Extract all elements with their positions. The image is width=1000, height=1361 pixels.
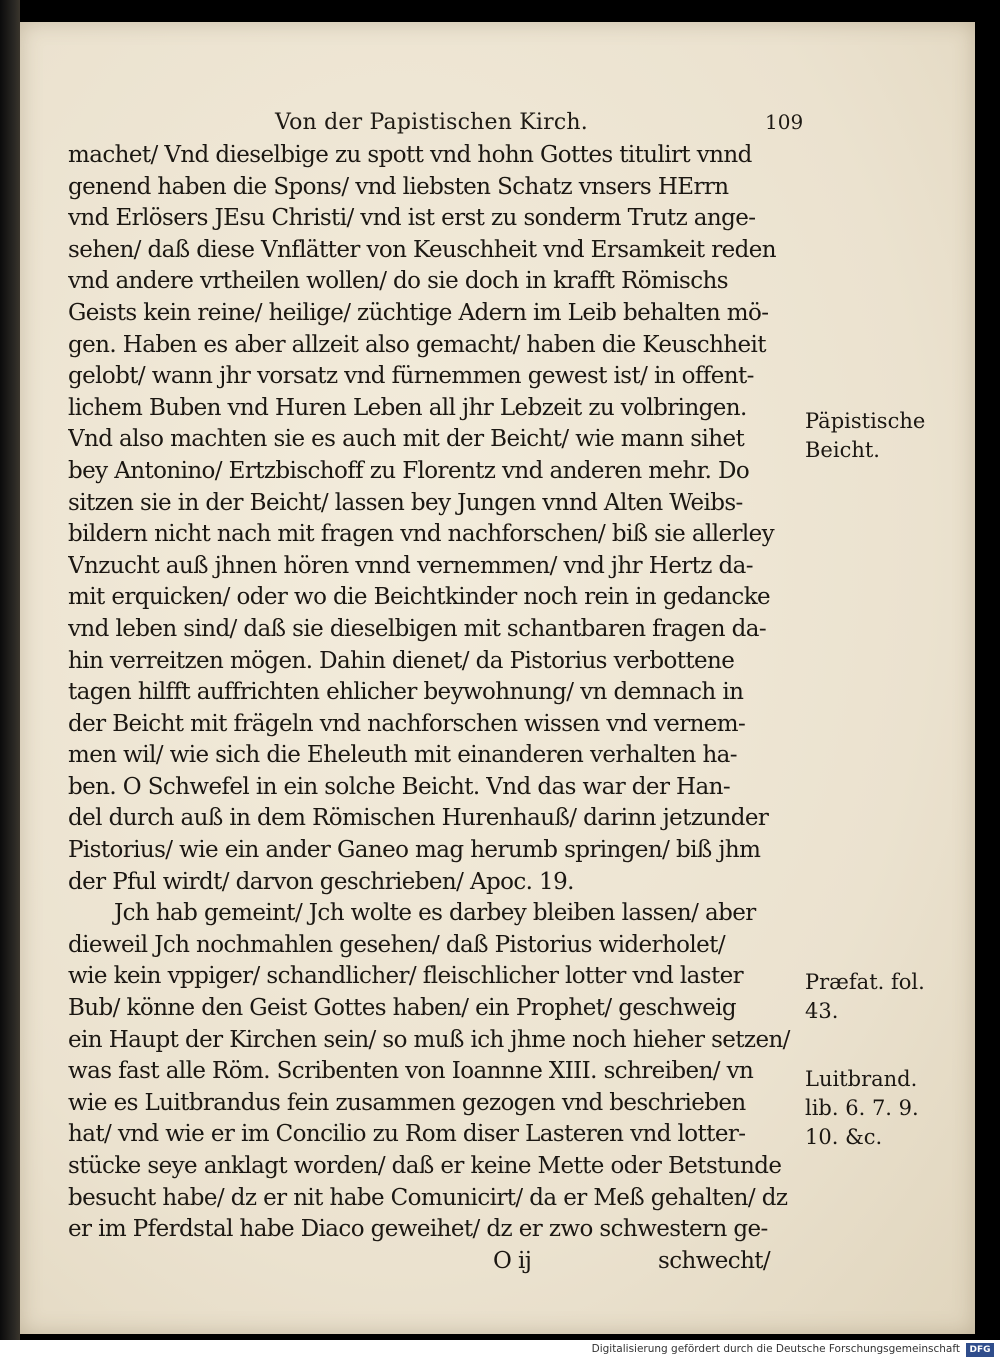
running-head: Von der Papistischen Kirch. xyxy=(275,110,588,135)
text-line: sehen/ daß diese Vnflätter von Keuschheit vnd Ersamkeit reden xyxy=(68,236,776,263)
margin-note-luitbrand xyxy=(805,1065,919,1152)
text-line: gelobt/ wann jhr vorsatz vnd fürnemmen gewest ist/ in offent- xyxy=(68,363,754,390)
footer-bar xyxy=(0,1340,1000,1361)
text-line: Vnd also machten sie es auch mit der Beicht/ wie mann sihet xyxy=(68,426,745,453)
text-line: hat/ vnd wie er im Concilio zu Rom diser Lasteren vnd lotter- xyxy=(68,1121,746,1148)
text-line: tagen hilfft auffrichten ehlicher beywohnung/ vn demnach in xyxy=(68,679,744,706)
text-line: bildern nicht nach mit fragen vnd nachforschen/ biß sie allerley xyxy=(68,521,775,548)
text-line: besucht habe/ dz er nit habe Comunicirt/ da er Meß gehalten/ dz xyxy=(68,1184,788,1211)
text-line: Vnzucht auß jhnen hören vnnd vernemmen/ vnd jhr Hertz da- xyxy=(68,552,753,579)
body-text xyxy=(68,140,813,1277)
text-line: was fast alle Röm. Scribenten von Ioannne XIII. schreiben/ vn xyxy=(68,1058,754,1085)
text-line: vnd leben sind/ daß sie dieselbigen mit schantbaren fragen da- xyxy=(68,615,767,642)
text-line: vnd andere vrtheilen wollen/ do sie doch in krafft Römischs xyxy=(68,268,728,295)
scan-frame-edge xyxy=(0,0,20,1340)
book-page xyxy=(20,22,975,1334)
text-line: vnd Erlösers JEsu Christi/ vnd ist erst zu sonderm Trutz ange- xyxy=(68,205,756,232)
text-line: del durch auß in dem Römischen Hurenhauß/ darinn jetzunder xyxy=(68,805,769,832)
text-line: genend haben die Spons/ vnd liebsten Schatz vnsers HErrn xyxy=(68,173,729,200)
catchword: schwecht/ xyxy=(658,1247,771,1274)
text-line: sitzen sie in der Beicht/ lassen bey Jungen vnnd Alten Weibs- xyxy=(68,489,743,516)
text-line: lichem Buben vnd Huren Leben all jhr Lebzeit zu volbringen. xyxy=(68,394,747,421)
margin-note-beicht xyxy=(805,407,925,465)
text-line: wie kein vppiger/ schandlicher/ fleischlicher lotter vnd laster xyxy=(68,963,744,990)
text-line: er im Pferdstal habe Diaco geweihet/ dz er zwo schwestern ge- xyxy=(68,1216,768,1243)
margin-note-line: Beicht. xyxy=(805,438,880,462)
text-line: stücke seye anklagt worden/ daß er keine Mette oder Betstunde xyxy=(68,1153,782,1179)
text-line: ein Haupt der Kirchen sein/ so muß ich jhme noch hieher setzen/ xyxy=(68,1026,790,1053)
margin-note-line: lib. 6. 7. 9. xyxy=(805,1096,919,1120)
text-line: wie es Luitbrandus fein zusammen gezogen vnd beschrieben xyxy=(68,1089,746,1116)
text-line: bey Antonino/ Ertzbischoff zu Florentz vnd anderen mehr. Do xyxy=(68,457,750,484)
text-line: machet/ Vnd dieselbige zu spott vnd hohn Gottes titulirt vnnd xyxy=(68,142,752,168)
text-line: dieweil Jch nochmahlen gesehen/ daß Pistorius widerholet/ xyxy=(68,931,725,958)
text-line: gen. Haben es aber allzeit also gemacht/ haben die Keuschheit xyxy=(68,331,766,358)
margin-note-line: Præfat. fol. xyxy=(805,970,925,994)
margin-note-line: 43. xyxy=(805,999,839,1023)
text-line: Geists kein reine/ heilige/ züchtige Adern im Leib behalten mö- xyxy=(68,299,769,326)
text-line: der Beicht mit frägeln vnd nachforschen wissen vnd vernem- xyxy=(68,710,746,737)
text-line: men wil/ wie sich die Eheleuth mit einanderen verhalten ha- xyxy=(68,742,737,769)
text-line: ben. O Schwefel in ein solche Beicht. Vnd das war der Han- xyxy=(68,773,731,800)
dfg-logo-icon: DFG xyxy=(966,1343,994,1357)
signature-mark: O ij xyxy=(493,1247,532,1274)
text-line: Bub/ könne den Geist Gottes haben/ ein Prophet/ geschweig xyxy=(68,995,737,1022)
text-line: der Pful wirdt/ darvon geschrieben/ Apoc. 19. xyxy=(68,868,574,895)
text-line: Pistorius/ wie ein ander Ganeo mag herumb springen/ biß jhm xyxy=(68,837,761,864)
signature-line xyxy=(68,1246,813,1278)
margin-note-line: Päpistische xyxy=(805,409,926,433)
text-line: mit erquicken/ oder wo die Beichtkinder noch rein in gedancke xyxy=(68,584,771,611)
margin-note-line: Luitbrand. xyxy=(805,1067,918,1091)
text-line: hin verreitzen mögen. Dahin dienet/ da Pistorius verbottene xyxy=(68,647,735,674)
margin-note-line: 10. &c. xyxy=(805,1125,883,1149)
margin-note-praefatio xyxy=(805,968,925,1026)
page-number: 109 xyxy=(765,110,804,134)
funding-notice: Digitalisierung gefördert durch die Deutsche Forschungsgemeinschaft xyxy=(591,1343,960,1355)
paragraph-start-line: Jch hab gemeint/ Jch wolte es darbey bleiben lassen/ aber xyxy=(114,900,756,927)
